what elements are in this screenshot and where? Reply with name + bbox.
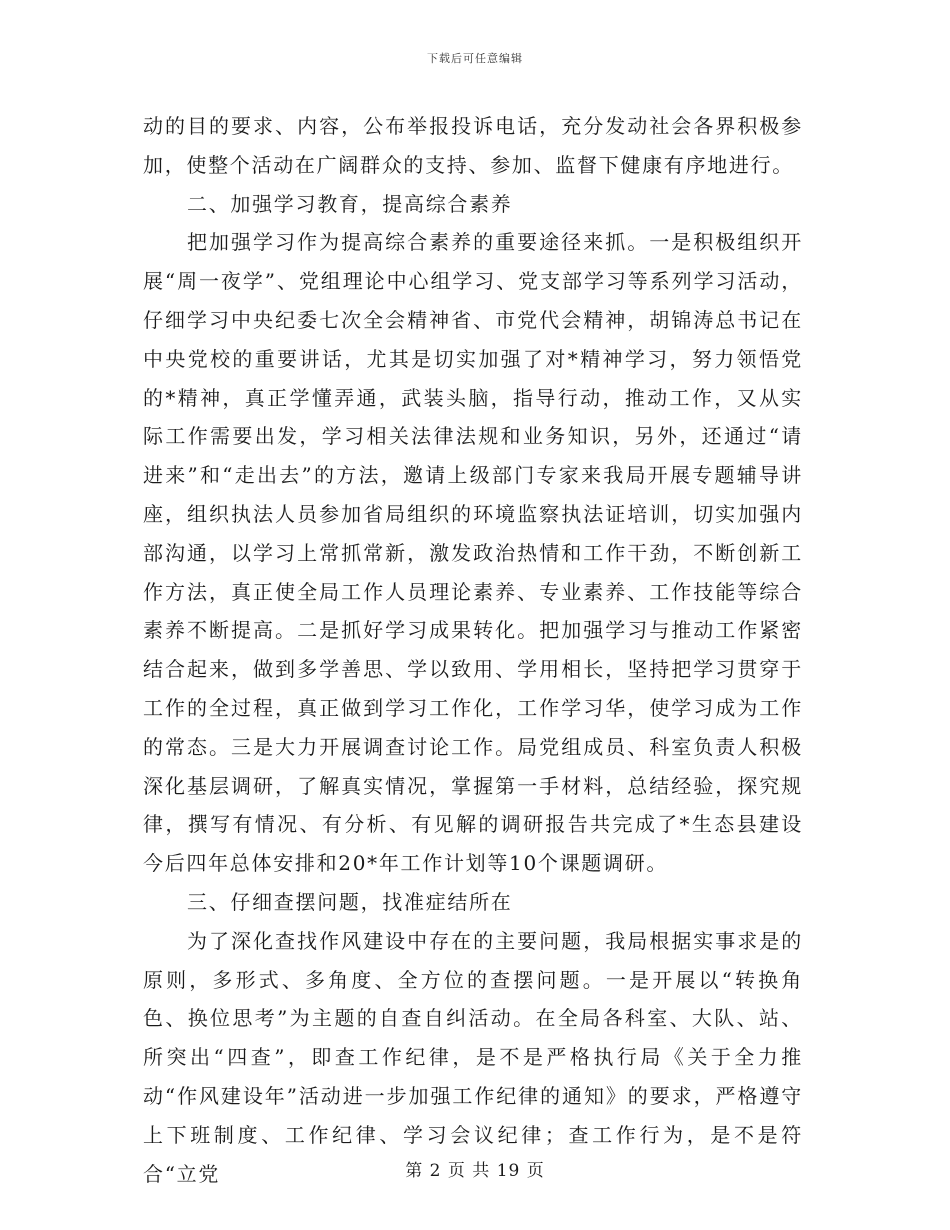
page-footer: 第 2 页 共 19 页	[405, 1161, 545, 1181]
section-heading-3: 三、仔细查摆问题，找准症结所在	[187, 889, 513, 914]
page-header: 下载后可任意编辑	[427, 52, 523, 65]
paragraph-learning: 把加强学习作为提高综合素养的重要途径来抓。一是积极组织开展“周一夜学”、党组理论中心组学习、党支部学习等系列学习活动，仔细学习中央纪委七次全会精神省、市党代会精神，胡锦涛总书记在中央党校的重要讲话，尤其是切实加强了对*精神学习，努力领悟党的*精神，真正学懂弄通，武装头脑，指导行动，推动工作，又从实际工作需要出发，学习相关法律法规和业务知识，另外，还通过“请进来”和“走出去”的方法，邀请上级部门专家来我局开展专题辅导讲座，组织执法人员参加省局组织的环境监察执法证培训，切实加强内部沟通，以学习上常抓常新，激发政治热情和工作干劲，不断创新工作方法，真正使全局工作人员理论素养、专业素养、工作技能等综合素养不断提高。二是抓好学习成果转化。把加强学习与推动工作紧密结合起来，做到多学善思、学以致用、学用相长，坚持把学习贯穿于工作的全过程，真正做到学习工作化，工作学习华，使学习成为工作的常态。三是大力开展调查讨论工作。局党组成员、科室负责人积极深化基层调研，了解真实情况，掌握第一手材料，总结经验，探究规律，撰写有情况、有分析、有见解的调研报告共完成了*生态县建设今后四年总体安排和20*年工作计划等10个课题调研。	[143, 230, 803, 876]
document-body	[143, 107, 803, 1193]
paragraph-continuation: 动的目的要求、内容，公布举报投诉电话，充分发动社会各界积极参加，使整个活动在广阔群众的支持、参加、监督下健康有序地进行。	[143, 114, 803, 177]
section-heading-2: 二、加强学习教育，提高综合素养	[187, 191, 513, 216]
paragraph-problems: 为了深化查找作风建设中存在的主要问题，我局根据实事求是的原则，多形式、多角度、全方位的查摆问题。一是开展以“转换角色、换位思考”为主题的自查自纠活动。在全局各科室、大队、站、所突出“四查”，即查工作纪律，是不是严格执行局《关于全力推动“作风建设年”活动进一步加强工作纪律的通知》的要求，严格遵守上下班制度、工作纪律、学习会议纪律；查工作行为，是不是符合“立党	[143, 928, 803, 1186]
